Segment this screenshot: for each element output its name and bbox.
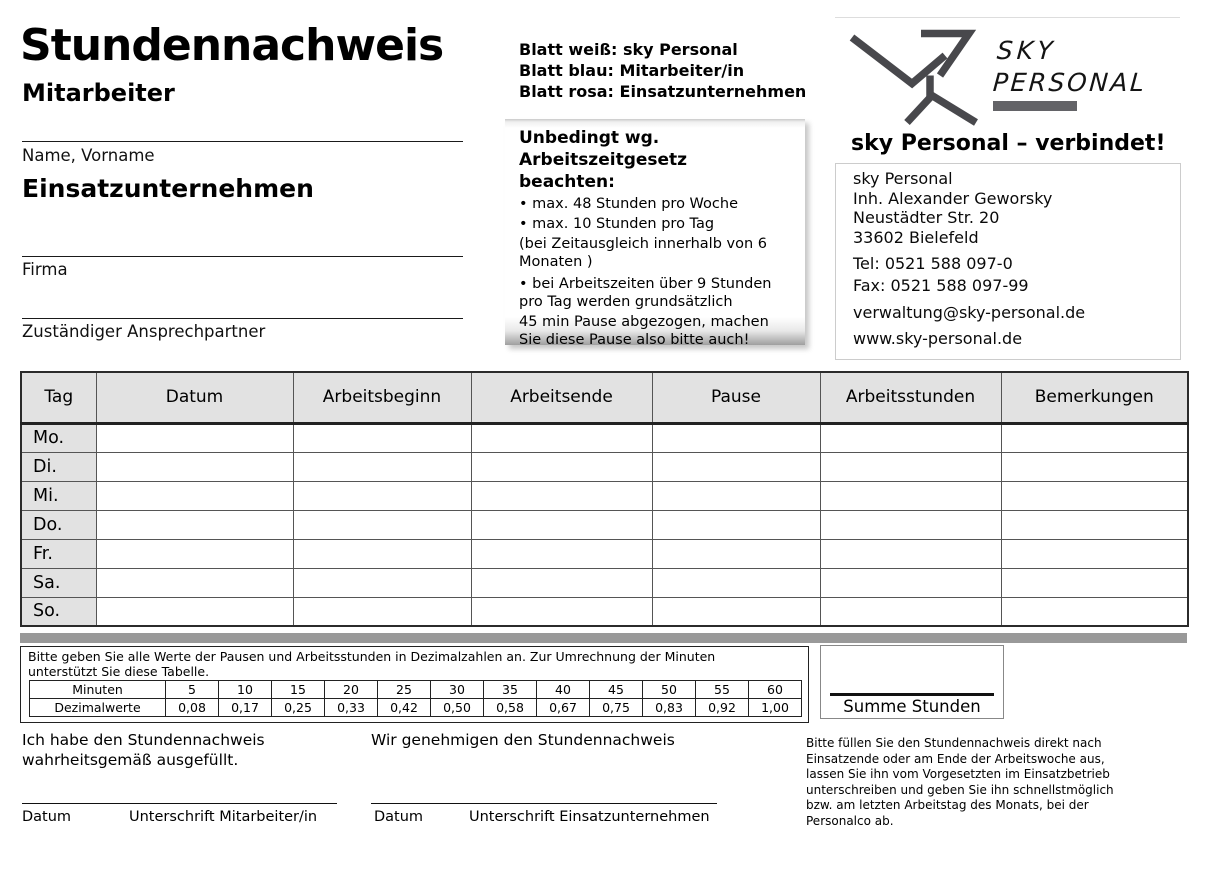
decimal-value: 0,75 <box>590 699 643 717</box>
cell-so-pause[interactable] <box>652 597 820 626</box>
total-hours-line <box>830 693 994 696</box>
decimal-value: 1,00 <box>749 699 802 717</box>
cell-mo-datum[interactable] <box>96 423 293 452</box>
copy-rosa-line: Blatt rosa: Einsatzunternehmen <box>519 82 807 101</box>
address-email: verwaltung@sky-personal.de <box>853 303 1086 322</box>
day-label-so: So. <box>21 597 96 626</box>
decimal-value: 0,50 <box>431 699 484 717</box>
table-header-row <box>21 372 1188 423</box>
decimal-value: 0,33 <box>325 699 378 717</box>
minutes-value: 55 <box>696 681 749 699</box>
minutes-value: 40 <box>537 681 590 699</box>
decimal-value: 0,83 <box>643 699 696 717</box>
cell-fr-arbeitsstunden[interactable] <box>820 539 1001 568</box>
cell-sa-arbeitsstunden[interactable] <box>820 568 1001 597</box>
day-label-di: Di. <box>21 452 96 481</box>
cell-do-bemerkungen[interactable] <box>1001 510 1188 539</box>
minutes-value: 20 <box>325 681 378 699</box>
cell-so-arbeitsbeginn[interactable] <box>293 597 471 626</box>
cell-mo-arbeitsbeginn[interactable] <box>293 423 471 452</box>
col-header-datum: Datum <box>96 372 293 423</box>
cell-fr-arbeitsbeginn[interactable] <box>293 539 471 568</box>
day-label-do: Do. <box>21 510 96 539</box>
company-slogan: sky Personal – verbindet! <box>851 131 1166 156</box>
notice-heading-line1: Unbedingt wg. <box>519 128 660 148</box>
cell-sa-datum[interactable] <box>96 568 293 597</box>
cell-so-arbeitsende[interactable] <box>471 597 652 626</box>
total-hours-box[interactable] <box>820 645 1004 719</box>
name-field-label: Name, Vorname <box>22 146 155 165</box>
company-signature-line[interactable] <box>371 803 717 804</box>
employee-statement: Ich habe den Stundennachweis wahrheitsgemäß ausgefüllt. <box>22 731 265 769</box>
sky-personal-logo-icon <box>845 24 985 130</box>
minutes-value: 50 <box>643 681 696 699</box>
decimal-value: 0,08 <box>166 699 219 717</box>
decimal-value: 0,92 <box>696 699 749 717</box>
cell-so-arbeitsstunden[interactable] <box>820 597 1001 626</box>
address-city: 33602 Bielefeld <box>853 227 979 247</box>
day-label-sa: Sa. <box>21 568 96 597</box>
notice-bullet-48h: • max. 48 Stunden pro Woche <box>519 196 738 212</box>
cell-sa-bemerkungen[interactable] <box>1001 568 1188 597</box>
cell-di-bemerkungen[interactable] <box>1001 452 1188 481</box>
copy-blue-line: Blatt blau: Mitarbeiter/in <box>519 61 745 80</box>
decimal-value: 0,67 <box>537 699 590 717</box>
employee-signature-line[interactable] <box>22 803 337 804</box>
col-header-tag: Tag <box>21 372 96 423</box>
employee-date-label: Datum <box>22 809 72 825</box>
notice-pause-note: 45 min Pause abgezogen, machen Sie diese Pause also bitte auch! <box>519 314 769 348</box>
minutes-value: 25 <box>378 681 431 699</box>
day-label-fr: Fr. <box>21 539 96 568</box>
day-label-mi: Mi. <box>21 481 96 510</box>
cell-mo-pause[interactable] <box>652 423 820 452</box>
address-company: sky Personal <box>853 169 953 188</box>
cell-mi-bemerkungen[interactable] <box>1001 481 1188 510</box>
cell-di-datum[interactable] <box>96 452 293 481</box>
conversion-decimals-row <box>30 699 802 717</box>
cell-fr-bemerkungen[interactable] <box>1001 539 1188 568</box>
table-row-monday <box>21 423 1188 452</box>
notice-bullet-10h: • max. 10 Stunden pro Tag <box>519 216 715 232</box>
cell-di-arbeitsende[interactable] <box>471 452 652 481</box>
minutes-value: 60 <box>749 681 802 699</box>
cell-mo-arbeitsstunden[interactable] <box>820 423 1001 452</box>
cell-do-arbeitsende[interactable] <box>471 510 652 539</box>
cell-di-arbeitsbeginn[interactable] <box>293 452 471 481</box>
address-tel: Tel: 0521 588 097-0 <box>853 254 1013 273</box>
cell-fr-pause[interactable] <box>652 539 820 568</box>
cell-sa-arbeitsbeginn[interactable] <box>293 568 471 597</box>
company-date-label: Datum <box>374 809 424 825</box>
conversion-table <box>29 680 802 717</box>
cell-mi-datum[interactable] <box>96 481 293 510</box>
ansprechpartner-field-line[interactable] <box>22 318 463 319</box>
ansprechpartner-field-label: Zuständiger Ansprechpartner <box>22 322 266 341</box>
col-header-arbeitsbeginn: Arbeitsbeginn <box>293 372 471 423</box>
cell-mo-arbeitsende[interactable] <box>471 423 652 452</box>
address-owner: Inh. Alexander Geworsky <box>853 188 1053 208</box>
firma-field-label: Firma <box>22 260 68 279</box>
page-title: Stundennachweis <box>20 20 444 71</box>
minutes-value: 35 <box>484 681 537 699</box>
cell-mi-arbeitsbeginn[interactable] <box>293 481 471 510</box>
company-statement: Wir genehmigen den Stundennachweis <box>371 731 675 749</box>
address-street: Neustädter Str. 20 <box>853 208 1000 227</box>
col-header-bemerkungen: Bemerkungen <box>1001 372 1188 423</box>
col-header-arbeitsende: Arbeitsende <box>471 372 652 423</box>
address-fax: Fax: 0521 588 097-99 <box>853 276 1029 295</box>
cell-di-arbeitsstunden[interactable] <box>820 452 1001 481</box>
logo-word-personal: PERSONAL <box>991 68 1148 97</box>
minutes-value: 45 <box>590 681 643 699</box>
minutes-value: 30 <box>431 681 484 699</box>
copy-white-line: Blatt weiß: sky Personal <box>519 40 738 59</box>
table-row-thursday <box>21 510 1188 539</box>
logo-word-sky: SKY <box>995 36 1058 65</box>
table-row-saturday <box>21 568 1188 597</box>
notice-paren-note: (bei Zeitausgleich innerhalb von 6 Monaten ) <box>519 236 768 270</box>
employee-signature-label: Unterschrift Mitarbeiter/in <box>129 809 318 825</box>
cell-sa-pause[interactable] <box>652 568 820 597</box>
minutes-value: 10 <box>219 681 272 699</box>
einsatzunternehmen-heading: Einsatzunternehmen <box>22 174 314 203</box>
logo-underline-bar <box>993 101 1077 111</box>
cell-so-datum[interactable] <box>96 597 293 626</box>
col-header-arbeitsstunden: Arbeitsstunden <box>820 372 1001 423</box>
firma-field-line[interactable] <box>22 256 463 257</box>
table-row-wednesday <box>21 481 1188 510</box>
decimal-value: 0,58 <box>484 699 537 717</box>
total-hours-label: Summe Stunden <box>843 697 981 716</box>
cell-fr-arbeitsende[interactable] <box>471 539 652 568</box>
name-field-line[interactable] <box>22 141 463 142</box>
minutes-value: 15 <box>272 681 325 699</box>
notice-heading-line2: Arbeitszeitgesetz beachten: <box>519 150 688 192</box>
cell-do-arbeitsstunden[interactable] <box>820 510 1001 539</box>
decimal-value: 0,25 <box>272 699 325 717</box>
decimal-value: 0,42 <box>378 699 431 717</box>
decimal-value: 0,17 <box>219 699 272 717</box>
cell-di-pause[interactable] <box>652 452 820 481</box>
table-row-friday <box>21 539 1188 568</box>
cell-do-arbeitsbeginn[interactable] <box>293 510 471 539</box>
page-subtitle: Mitarbeiter <box>22 79 175 107</box>
cell-do-pause[interactable] <box>652 510 820 539</box>
conversion-decimals-label: Dezimalwerte <box>30 699 166 717</box>
decimal-conversion-box <box>20 646 809 723</box>
company-address-box <box>835 163 1181 360</box>
conversion-minutes-row <box>30 681 802 699</box>
address-website: www.sky-personal.de <box>853 328 1023 348</box>
conversion-note: Bitte geben Sie alle Werte der Pausen und Arbeitsstunden in Dezimalzahlen an. Zur Umrechnung der Minuten unterstützt Sie diese Tabelle. <box>28 649 716 679</box>
cell-sa-arbeitsende[interactable] <box>471 568 652 597</box>
day-label-mo: Mo. <box>21 423 96 452</box>
notice-bullet-9h: • bei Arbeitszeiten über 9 Stunden pro Tag werden grundsätzlich <box>519 276 772 310</box>
cell-fr-datum[interactable] <box>96 539 293 568</box>
cell-so-bemerkungen[interactable] <box>1001 597 1188 626</box>
table-row-tuesday <box>21 452 1188 481</box>
weekly-timesheet-table <box>20 371 1189 627</box>
table-row-sunday <box>21 597 1188 626</box>
minutes-value: 5 <box>166 681 219 699</box>
cell-do-datum[interactable] <box>96 510 293 539</box>
conversion-minutes-label: Minuten <box>30 681 166 699</box>
worktime-law-notice-box <box>505 119 805 348</box>
header-divider-line <box>835 17 1180 18</box>
submission-instructions: Bitte füllen Sie den Stundennachweis direkt nach Einsatzende oder am Ende der Arbeitswoche aus, lassen Sie ihn vom Vorgesetzten im Einsatzbetrieb unterschreiben und geben Sie ihn schnellstmöglich bzw. am letzten Arbeitstag des Monats, bei der Personalco ab. <box>806 736 1114 828</box>
cell-mo-bemerkungen[interactable] <box>1001 423 1188 452</box>
col-header-pause: Pause <box>652 372 820 423</box>
company-signature-label: Unterschrift Einsatzunternehmen <box>469 809 710 825</box>
table-bottom-divider <box>20 633 1187 643</box>
cell-mi-pause[interactable] <box>652 481 820 510</box>
cell-mi-arbeitsstunden[interactable] <box>820 481 1001 510</box>
cell-mi-arbeitsende[interactable] <box>471 481 652 510</box>
